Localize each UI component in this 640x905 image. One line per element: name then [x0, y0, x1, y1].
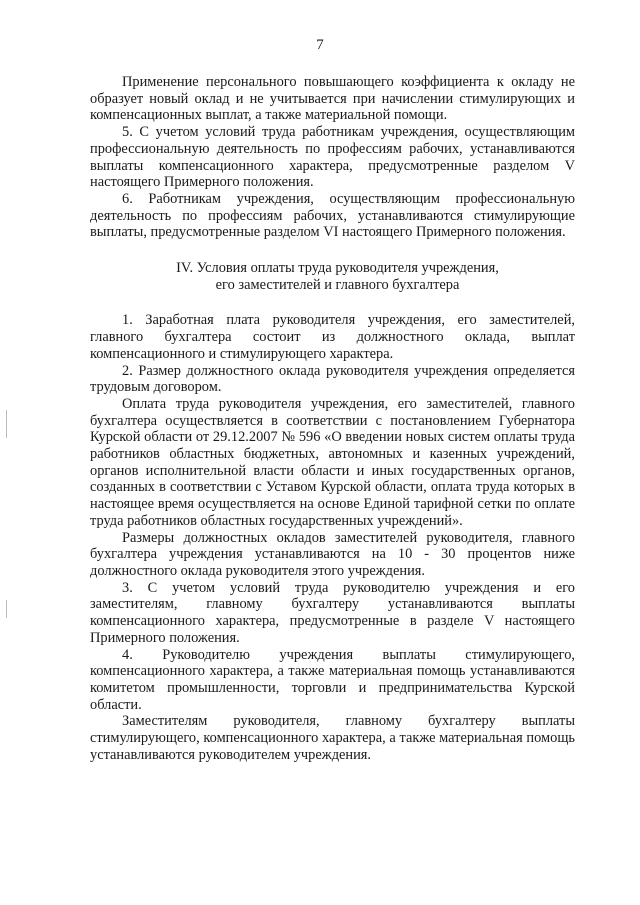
section-heading — [90, 260, 575, 293]
paragraph: Размеры должностных окладов заместителей руководителя, главного бухгалтера учреждения устанавливаются на 10 - 30 процентов ниже должностного оклада руководителя этого учреждения. — [90, 529, 575, 579]
document-body — [90, 74, 575, 763]
scan-edge-mark — [6, 410, 7, 438]
paragraph: 5. С учетом условий труда работникам учреждения, осуществляющим профессиональную деятельность по профессиям рабочих, устанавливаются выплаты компенсационного характера, предусмотренные разделом V настоящего Примерного положения. — [90, 124, 575, 191]
paragraph: Заместителям руководителя, главному бухгалтеру выплаты стимулирующего, компенсационного характера, а также материальная помощь устанавливаются руководителем учреждения. — [90, 713, 575, 763]
scan-edge-mark — [6, 600, 7, 618]
paragraph: 4. Руководителю учреждения выплаты стимулирующего, компенсационного характера, а также материальная помощь устанавливаются комитетом промышленности, торговли и предпринимательства Курской области. — [90, 646, 575, 713]
section-heading-line: его заместителей и главного бухгалтера — [215, 276, 460, 293]
paragraph: 2. Размер должностного оклада руководителя учреждения определяется трудовым договором. — [90, 362, 575, 396]
paragraph: Применение персонального повышающего коэффициента к окладу не образует новый оклад и не учитывается при начислении стимулирующих и компенсационных выплат, а также материальной помощи. — [90, 74, 575, 124]
section-heading-line: IV. Условия оплаты труда руководителя учреждения, — [176, 260, 499, 277]
page-number: 7 — [316, 37, 324, 53]
paragraph: 3. С учетом условий труда руководителю учреждения и его заместителям, главному бухгалтеру устанавливаются выплаты компенсационного характера, предусмотренные в разделе V настоящего Примерного положения. — [90, 579, 575, 646]
paragraph: 6. Работникам учреждения, осуществляющим профессиональную деятельность по профессиям рабочих, устанавливаются стимулирующие выплаты, предусмотренные разделом VI настоящего Примерного положения. — [90, 190, 575, 241]
paragraph: 1. Заработная плата руководителя учреждения, его заместителей, главного бухгалтера состоит из должностного оклада, выплат компенсационного и стимулирующего характера. — [90, 312, 575, 362]
paragraph: Оплата труда руководителя учреждения, его заместителей, главного бухгалтера осуществляется в соответствии с постановлением Губернатора Курской области от 29.12.2007 № 596 «О введении новых систем оплаты труда работников областных бюджетных, автономных и казенных учреждений, органов исполнительной власти области и иных государственных органов, созданных в соответствии с Уставом Курской области, оплата труда которых в настоящее время осуществляется на основе Единой тарифной сетки по оплате труда работников областных государственных учреждений». — [90, 395, 575, 529]
